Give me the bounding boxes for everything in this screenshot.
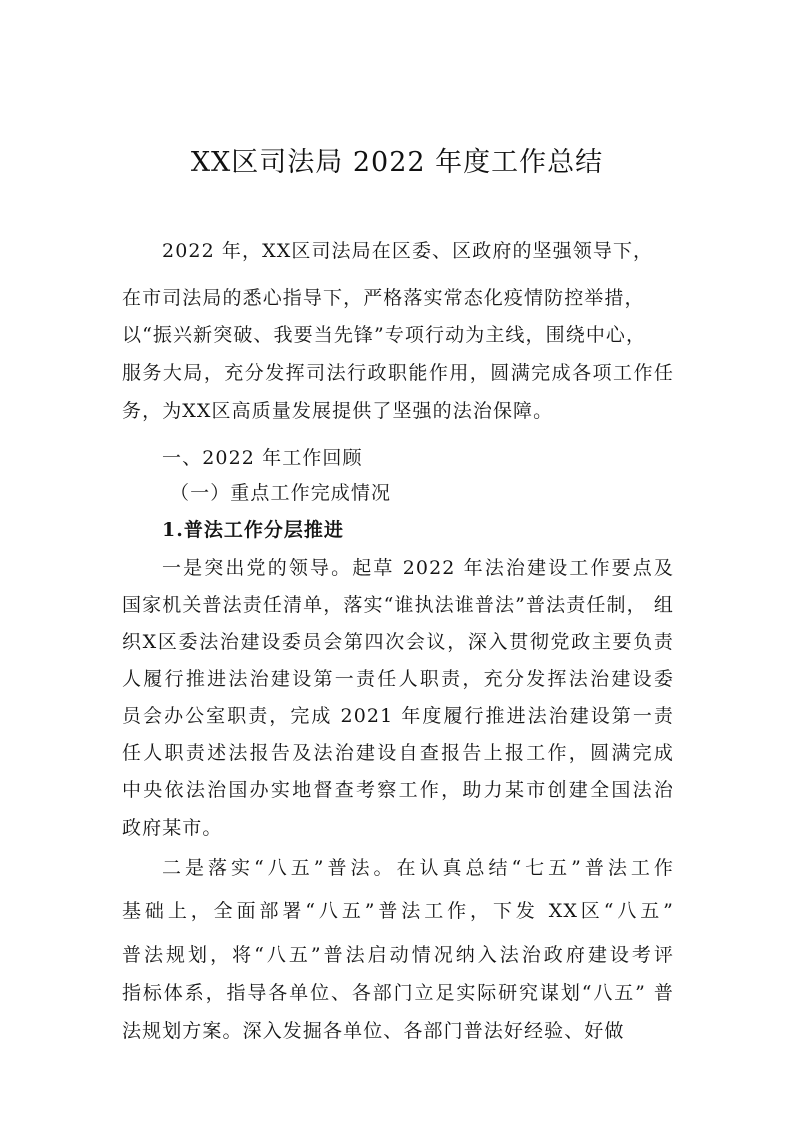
paragraph-line: 务，为XX区高质量发展提供了坚强的法治保障。 xyxy=(122,400,554,422)
paragraph-line: 法规划方案。深入发掘各单位、各部门普法好经验、好做 xyxy=(122,1020,625,1042)
paragraph-line: 在市司法局的悉心指导下，严格落实常态化疫情防控举措， xyxy=(122,287,645,309)
paragraph-line: 普法规划，将“八五”普法启动情况纳入法治政府建设考评 xyxy=(122,944,674,966)
document-title: XX区司法局 2022 年度工作总结 xyxy=(190,147,604,178)
paragraph-line: 2022 年，XX区司法局在区委、区政府的坚强领导下， xyxy=(162,240,654,262)
paragraph-line: 基础上，全面部署“八五”普法工作，下发 XX区“八五” xyxy=(122,900,674,922)
section-heading: 一、2022 年工作回顾 xyxy=(162,447,363,469)
paragraph-line: 指标体系，指导各单位、各部门立足实际研究谋划“八五” 普 xyxy=(122,982,674,1004)
paragraph-line: 员会办公室职责，完成 2021 年度履行推进法治建设第一责 xyxy=(122,705,674,727)
paragraph-line: 一是突出党的领导。起草 2022 年法治建设工作要点及 xyxy=(162,557,674,579)
paragraph-line: 任人职责述法报告及法治建设自查报告上报工作，圆满完成 xyxy=(122,742,674,764)
subsection-heading: （一）重点工作完成情况 xyxy=(170,482,392,504)
paragraph-line: 二是落实“八五”普法。在认真总结“七五”普法工作 xyxy=(162,857,674,879)
paragraph-line: 人履行推进法治建设第一责任人职责，充分发挥法治建设委 xyxy=(122,668,674,690)
paragraph-line: 服务大局，充分发挥司法行政职能作用，圆满完成各项工作任 xyxy=(122,362,674,384)
item-heading: 1.普法工作分层推进 xyxy=(162,519,344,541)
paragraph-line: 政府某市。 xyxy=(122,817,223,839)
paragraph-line: 以“振兴新突破、我要当先锋”专项行动为主线，围绕中心， xyxy=(122,324,647,346)
paragraph-line: 织X区委法治建设委员会第四次会议，深入贯彻党政主要负责 xyxy=(122,631,674,653)
paragraph-line: 国家机关普法责任清单，落实“谁执法谁普法”普法责任制， 组 xyxy=(122,594,674,616)
paragraph-line: 中央依法治国办实地督查考察工作，助力某市创建全国法治 xyxy=(122,779,674,801)
